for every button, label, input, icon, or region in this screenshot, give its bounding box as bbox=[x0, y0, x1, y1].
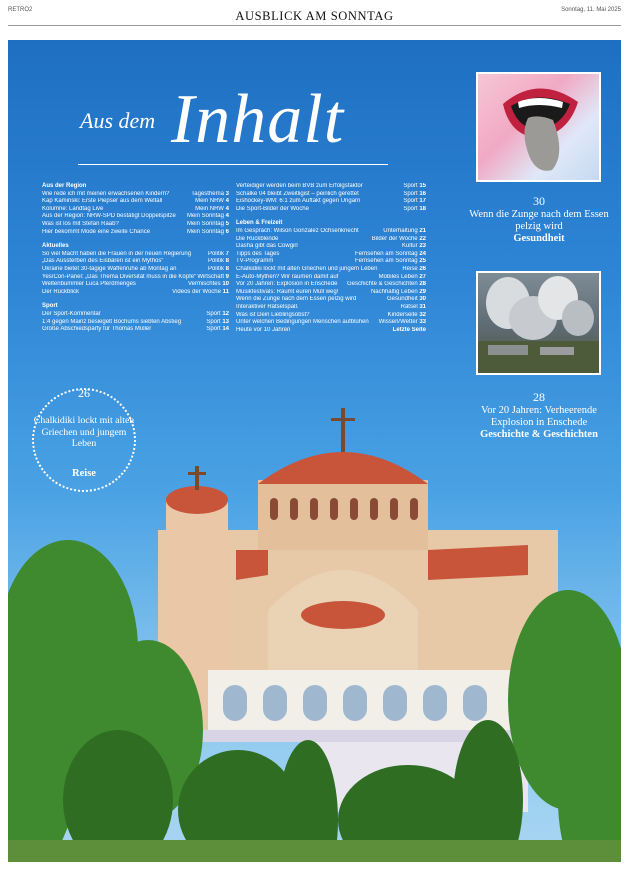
toc-entry-ref bbox=[195, 198, 229, 206]
toc-entry-title: Musikfestivals: Räumt euren Müll weg! bbox=[236, 288, 339, 295]
toc-entry-ref bbox=[402, 266, 426, 274]
toc-entry-section: Mein Sonntag bbox=[186, 228, 224, 235]
toc-entry-title: Weltenbummler Luca Pferdmenges bbox=[42, 281, 136, 288]
toc-entry[interactable] bbox=[42, 274, 229, 282]
toc-entry[interactable] bbox=[236, 228, 426, 236]
toc-entry-section: Mein Sonntag bbox=[186, 213, 224, 220]
toc-entry[interactable] bbox=[42, 319, 229, 327]
toc-entry-title: Schalke 04 bleibt Zweitligist – peinlich gerettet bbox=[236, 190, 359, 197]
toc-entry[interactable] bbox=[236, 319, 426, 327]
toc-entry-ref bbox=[208, 258, 229, 266]
toc-entry[interactable] bbox=[42, 258, 229, 266]
toc-entry-ref bbox=[187, 229, 229, 237]
teaser-health-category: Gesundheit bbox=[513, 233, 565, 244]
toc-entry-page: 9 bbox=[223, 273, 229, 280]
toc-entry[interactable] bbox=[42, 213, 229, 221]
toc-entry[interactable] bbox=[42, 229, 229, 237]
toc-entry[interactable] bbox=[236, 274, 426, 282]
toc-entry-section: Fernsehen am Sonntag bbox=[354, 258, 418, 265]
toc-entry-page: 15 bbox=[417, 183, 426, 189]
toc-entry-page: 5 bbox=[223, 220, 229, 227]
toc-entry-section: Kinderseite bbox=[387, 311, 418, 318]
toc-entry-section: Bilder der Woche bbox=[371, 235, 418, 242]
toc-entry-section: Sport bbox=[206, 326, 221, 333]
toc-entry[interactable] bbox=[236, 183, 426, 191]
masthead-rule bbox=[8, 25, 621, 26]
toc-entry-page: 14 bbox=[220, 326, 229, 333]
toc-entry-page: 28 bbox=[417, 281, 426, 288]
toc-entry[interactable] bbox=[236, 243, 426, 251]
toc-entry[interactable] bbox=[236, 191, 426, 199]
toc-entry[interactable] bbox=[236, 266, 426, 274]
toc-entry-section: Mein NRW bbox=[195, 205, 224, 212]
toc-entry-ref bbox=[206, 319, 229, 327]
toc-entry-ref bbox=[387, 296, 426, 304]
teaser-history-category: Geschichte & Geschichten bbox=[480, 429, 598, 440]
page-title: Inhalt bbox=[171, 81, 345, 158]
toc-entry-page: 27 bbox=[417, 273, 426, 280]
toc-entry[interactable] bbox=[42, 266, 229, 274]
toc-entry-title: Interaktiver Rätselspaß bbox=[236, 303, 298, 310]
toc-entry-ref bbox=[355, 251, 426, 259]
toc-column-right bbox=[236, 183, 426, 334]
toc-entry-title: TV-Programm bbox=[236, 258, 274, 265]
toc-entry[interactable] bbox=[236, 206, 426, 214]
toc-entry-section: Gesundheit bbox=[386, 296, 418, 303]
page-marker: RETRO2 bbox=[8, 7, 33, 13]
toc-entry-title: Wenn die Zunge nach dem Essen pelzig wird bbox=[236, 296, 357, 303]
toc-entry-ref bbox=[355, 258, 426, 266]
toc-entry-section: Wirtschaft bbox=[197, 273, 224, 280]
toc-entry-section: Tagesthema bbox=[191, 190, 224, 197]
toc-entry-page: 4 bbox=[223, 213, 229, 220]
toc-entry[interactable] bbox=[42, 281, 229, 289]
toc-entry-page: 3 bbox=[223, 190, 229, 197]
toc-section-heading: Aus der Region bbox=[42, 183, 87, 189]
toc-entry-section: Wissen/Wetter bbox=[378, 319, 418, 326]
toc-entry-title: Eishockey-WM: 6:1 zum Auftakt gegen Ungarn bbox=[236, 198, 361, 205]
toc-entry[interactable] bbox=[236, 236, 426, 244]
toc-entry-page: 18 bbox=[417, 205, 426, 212]
toc-entry[interactable] bbox=[236, 251, 426, 259]
explosion-photo bbox=[476, 271, 601, 375]
toc-entry-page: 4 bbox=[223, 198, 229, 205]
toc-entry[interactable] bbox=[236, 281, 426, 289]
toc-entry-page: 24 bbox=[417, 250, 426, 257]
toc-entry-page: 6 bbox=[223, 228, 229, 235]
toc-entry-ref bbox=[393, 327, 426, 335]
toc-entry-title: Was ist Dein Lieblingsobst? bbox=[236, 311, 310, 318]
teaser-travel-text: Chalkidiki lockt mit alten Griechen und jungem Leben bbox=[33, 415, 135, 449]
toc-entry-ref bbox=[379, 319, 426, 327]
toc-entry-section: Politik bbox=[207, 265, 224, 272]
toc-entry[interactable] bbox=[236, 289, 426, 297]
toc-entry-section: Vermischtes bbox=[187, 281, 221, 288]
toc-entry[interactable] bbox=[236, 198, 426, 206]
toc-entry-page: 21 bbox=[417, 227, 426, 234]
toc-entry-page: 7 bbox=[223, 250, 229, 257]
toc-entry-page: 10 bbox=[220, 281, 229, 288]
toc-entry-ref bbox=[403, 206, 426, 214]
toc-entry-section: Sport bbox=[206, 310, 221, 317]
toc-entry-ref bbox=[388, 312, 426, 320]
toc-entry-page: 25 bbox=[417, 258, 426, 265]
contents-panel bbox=[8, 40, 621, 862]
toc-entry-ref bbox=[197, 274, 229, 282]
toc-entry-title: Die Rückblende bbox=[236, 235, 279, 242]
toc-entry-title: „Das Aussterben des Eisbären ist ein Mythos“ bbox=[42, 258, 164, 265]
teaser-health-page: 30 bbox=[533, 194, 545, 208]
toc-entry-ref bbox=[206, 311, 229, 319]
toc-entry-title: 1:4 gegen Mainz besiegelt Bochums siebten Abstieg bbox=[42, 318, 182, 325]
toc-entry-page: 17 bbox=[417, 198, 426, 205]
toc-section-heading: Sport bbox=[42, 303, 58, 310]
teaser-history[interactable] bbox=[460, 390, 618, 441]
toc-entry-section: Geschichte & Geschichten bbox=[346, 281, 418, 288]
toc-entry-title: Chalkidiki lockt mit alten Griechen und jungem Leben bbox=[236, 265, 378, 272]
toc-entry-section: Letzte Seite bbox=[392, 326, 426, 333]
teaser-health[interactable] bbox=[469, 194, 609, 245]
toc-entry-section: Kultur bbox=[401, 243, 418, 250]
toc-entry-ref bbox=[371, 289, 426, 297]
toc-entry-title: Im Gespräch: Wilson Gonzalez Ochsenknecht bbox=[236, 227, 359, 234]
issue-date: Sonntag, 11. Mai 2025 bbox=[561, 7, 621, 13]
toc-entry-section: Nachhaltig Leben bbox=[370, 288, 418, 295]
toc-entry-title: Große Abschiedsparty für Thomas Müller bbox=[42, 326, 152, 333]
toc-entry[interactable] bbox=[42, 311, 229, 319]
title-prefix: Aus dem bbox=[80, 108, 156, 133]
toc-entry-section: Videos der Woche bbox=[172, 288, 221, 295]
toc-entry-title: Dasha gibt das Cowgirl bbox=[236, 243, 298, 250]
toc-entry-title: Wie rede ich mit meinen erwachsenen Kindern? bbox=[42, 190, 170, 197]
toc-entry-page: 31 bbox=[417, 303, 426, 310]
toc-entry-ref bbox=[403, 198, 426, 206]
toc-entry-page: 23 bbox=[417, 243, 426, 250]
toc-entry[interactable] bbox=[42, 289, 229, 297]
toc-entry-ref bbox=[206, 326, 229, 334]
toc-entry-ref bbox=[208, 266, 229, 274]
toc-entry-title: Heute vor 10 Jahren bbox=[236, 326, 291, 333]
toc-entry[interactable] bbox=[42, 251, 229, 259]
section-title: AUSBLICK AM SONNTAG bbox=[235, 9, 394, 23]
toc-entry[interactable] bbox=[42, 206, 229, 214]
toc-entry-ref bbox=[401, 304, 426, 312]
section-gap bbox=[42, 236, 229, 243]
toc-entry-title: Yes/Con-Panel: „Das Thema Diversität muss in die Köpfe“ bbox=[42, 273, 197, 280]
toc-entry-section: Sport bbox=[403, 190, 418, 197]
teaser-health-text: Wenn die Zunge nach dem Essen pelzig wird bbox=[469, 209, 609, 232]
toc-entry-ref bbox=[403, 191, 426, 199]
teaser-history-page: 28 bbox=[533, 390, 545, 404]
toc-entry-title: Der Sport-Kommentar bbox=[42, 310, 101, 317]
toc-entry-page: 11 bbox=[220, 288, 229, 295]
toc-entry-ref bbox=[172, 289, 229, 297]
toc-entry-title: Tipps des Tages bbox=[236, 250, 280, 257]
toc-entry-title: So viel Macht haben die Frauen in der neuen Regierung bbox=[42, 250, 192, 257]
toc-entry[interactable] bbox=[236, 258, 426, 266]
toc-section-heading: Aktuelles bbox=[42, 243, 69, 250]
toc-entry[interactable] bbox=[236, 304, 426, 312]
toc-entry-ref bbox=[372, 236, 426, 244]
toc-entry-ref bbox=[379, 274, 426, 282]
teaser-travel-category: Reise bbox=[72, 468, 96, 479]
toc-entry-ref bbox=[187, 213, 229, 221]
toc-entry-title: Hier bekommt Mode eine zweite Chance bbox=[42, 228, 151, 235]
toc-entry-section: Sport bbox=[403, 183, 418, 189]
toc-entry-title: Was ist los mit Stefan Raab? bbox=[42, 220, 119, 227]
toc-entry-section: Sport bbox=[403, 205, 418, 212]
toc-entry-section: Mein Sonntag bbox=[186, 220, 224, 227]
toc-entry-section: Fernsehen am Sonntag bbox=[354, 250, 418, 257]
toc-entry-title: Vor 20 Jahren: Explosion in Enschede bbox=[236, 281, 338, 288]
teaser-history-text: Vor 20 Jahren: Verheerende Explosion in Enschede bbox=[481, 405, 597, 428]
toc-entry-ref bbox=[403, 183, 426, 191]
section-gap bbox=[236, 213, 426, 220]
toc-entry-ref bbox=[347, 281, 426, 289]
toc-entry-title: Der Rückblick bbox=[42, 288, 80, 295]
toc-entry-page: 29 bbox=[417, 288, 426, 295]
toc-entry-section: Sport bbox=[403, 198, 418, 205]
toc-entry[interactable] bbox=[236, 296, 426, 304]
toc-entry-ref bbox=[195, 206, 229, 214]
toc-entry-page: 33 bbox=[417, 319, 426, 326]
toc-entry-section: Politik bbox=[207, 250, 224, 257]
toc-section-heading: Leben & Freizeit bbox=[236, 220, 283, 227]
toc-entry-title: Unter welchen Bedingungen Menschen aufblühen bbox=[236, 319, 369, 326]
toc-entry-section: Mein NRW bbox=[195, 198, 224, 205]
toc-entry-page: 12 bbox=[220, 310, 229, 317]
toc-entry-page: 13 bbox=[220, 318, 229, 325]
toc-entry-page: 26 bbox=[417, 265, 426, 272]
toc-entry-title: Ukraine bietet 30-tägige Waffenruhe ab Montag an bbox=[42, 265, 177, 272]
toc-entry-section: Rätsel bbox=[400, 303, 418, 310]
toc-entry[interactable] bbox=[42, 221, 229, 229]
toc-entry-title: Verteidiger werden beim BVB zum Erfolgsfaktor bbox=[236, 183, 363, 189]
toc-entry-ref bbox=[383, 228, 426, 236]
toc-entry-ref bbox=[187, 221, 229, 229]
toc-entry[interactable] bbox=[236, 312, 426, 320]
toc-column-left bbox=[42, 183, 229, 334]
toc-entry-ref bbox=[191, 191, 229, 199]
toc-entry-ref bbox=[188, 281, 229, 289]
toc-entry-section: Reise bbox=[402, 265, 418, 272]
toc-entry-section: Unterhaltung bbox=[383, 227, 418, 234]
toc-entry-page: 22 bbox=[417, 235, 426, 242]
masthead bbox=[0, 0, 629, 30]
toc-entry-page: 30 bbox=[417, 296, 426, 303]
toc-entry[interactable] bbox=[42, 198, 229, 206]
teaser-travel-page: 26 bbox=[78, 386, 90, 400]
toc-entry-section: Politik bbox=[207, 258, 224, 265]
toc-entry-title: Kap Kaminski: Erste Piepser aus dem Weltall bbox=[42, 198, 163, 205]
toc-entry-page: 8 bbox=[223, 258, 229, 265]
toc-entry-section: Mobiles Leben bbox=[378, 273, 418, 280]
toc-entry-title: Kolumne: Landtag Live bbox=[42, 205, 104, 212]
toc-entry[interactable] bbox=[236, 327, 426, 335]
toc-entry-page: 16 bbox=[417, 190, 426, 197]
toc-entry-page: 8 bbox=[223, 265, 229, 272]
toc-entry-page: 4 bbox=[223, 205, 229, 212]
toc-entry-title: Die Sport-Bilder der Woche bbox=[236, 205, 309, 212]
toc-entry-section: Sport bbox=[206, 318, 221, 325]
toc-entry-title: Aus der Region: NRW-SPD bestätigt Doppelspitze bbox=[42, 213, 176, 220]
toc-entry-page: 32 bbox=[417, 311, 426, 318]
toc-entry-ref bbox=[402, 243, 426, 251]
section-gap bbox=[42, 296, 229, 303]
tongue-photo bbox=[476, 72, 601, 182]
toc-entry-ref bbox=[208, 251, 229, 259]
toc-entry[interactable] bbox=[42, 326, 229, 334]
toc-entry[interactable] bbox=[42, 191, 229, 199]
toc-entry-title: E-Auto-Mythen? Wir räumen damit auf bbox=[236, 273, 339, 280]
title-rule bbox=[78, 164, 388, 165]
